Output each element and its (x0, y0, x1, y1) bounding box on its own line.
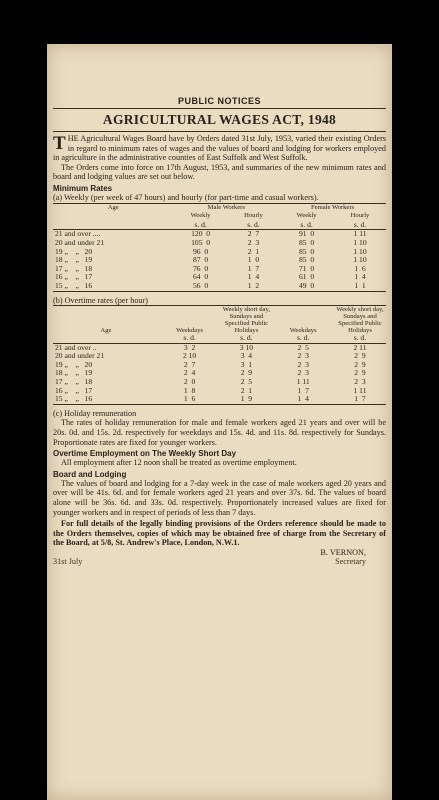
minimum-rates-heading: Minimum Rates (53, 183, 113, 193)
age-cell: 17 „ „ 18 (55, 377, 93, 387)
table-row (53, 361, 386, 370)
rate-cell: 76 0 (193, 263, 209, 273)
rate-cell: 1 10 (353, 237, 367, 247)
rate-cell: 2 3 (247, 237, 260, 247)
rate-cell: 2 5 (297, 342, 309, 352)
rate-cell: 1 7 (354, 394, 366, 404)
table-row (53, 273, 386, 282)
overtime-paragraph: All employment after 12 noon shall be treated as overtime employment. (61, 458, 297, 468)
rate-cell: 2 10 (182, 351, 197, 361)
rate-cell: 1 11 (296, 377, 310, 387)
table-row (53, 256, 386, 265)
col-hourly: Hourly (244, 212, 263, 220)
section-a-heading: (a) Weekly (per week of 47 hours) and hourly (for part-time and casual workers). (53, 192, 319, 202)
col-female-workers: Female Workers (311, 203, 355, 211)
rate-cell: 2 9 (354, 351, 366, 361)
age-cell: 20 and under 21 (55, 351, 105, 361)
rate-cell: 1 6 (354, 263, 366, 273)
footer-line (53, 557, 386, 566)
age-cell: 18 „ „ 19 (55, 368, 93, 378)
rate-cell: 2 1 (247, 246, 260, 256)
rate-cell: 2 11 (353, 342, 367, 352)
overtime-heading: Overtime Employment on The Weekly Short Day (53, 449, 237, 459)
title-rule (53, 131, 386, 132)
rate-cell: 3 2 (183, 342, 196, 352)
unit-label: s. d. (296, 333, 310, 343)
rate-cell: 1 4 (354, 272, 366, 282)
rate-cell: 1 0 (247, 255, 260, 265)
rate-cell: 2 9 (240, 368, 253, 378)
rate-cell: 56 0 (193, 280, 209, 290)
table-row (53, 378, 386, 387)
notice-body (53, 96, 386, 566)
table-row (53, 282, 386, 291)
board-paragraph: The values of board and lodging for a 7-day week in the case of male workers aged 20 years and over will be 41s. 6d. and for female workers aged 21 years and over 37s. 6d. The values of board alone will be 36s. 6d. and 33s. 0d. respectively. Proportionately increased values are fixed for younger workers and in respect of periods of less than 7 days. (53, 478, 386, 517)
unit-label: s. d. (183, 333, 196, 343)
rate-cell: 71 0 (299, 263, 315, 273)
page-title: AGRICULTURAL WAGES ACT, 1948 (102, 112, 337, 127)
rate-cell: 2 3 (297, 359, 309, 369)
rate-cell: 120 0 (191, 229, 211, 239)
col-age: Age (107, 203, 119, 211)
rate-cell: 87 0 (193, 255, 209, 265)
rate-cell: 2 3 (297, 351, 309, 361)
unit-label: s. d. (247, 219, 260, 229)
rate-cell: 1 10 (353, 246, 367, 256)
board-lodging-heading: Board and Lodging (53, 469, 127, 479)
rate-cell: 2 4 (183, 368, 196, 378)
rate-cell: 3 1 (240, 359, 253, 369)
rate-cell: 1 4 (247, 272, 260, 282)
rate-cell: 85 0 (299, 246, 315, 256)
footer-secretary: Secretary (335, 556, 366, 566)
unit-label: s. d. (353, 333, 367, 343)
rate-cell: 2 3 (354, 377, 366, 387)
col-shortday-female: Weekly short day, Sundays and Specified Public Holidays (336, 306, 384, 335)
col-hourly: Hourly (350, 212, 370, 220)
rate-cell: 2 9 (354, 368, 366, 378)
rate-cell: 3 10 (239, 342, 254, 352)
col-weekdays-male: Weekdays (176, 327, 204, 335)
age-cell: 18 „ „ 19 (55, 255, 93, 265)
rate-cell: 1 7 (247, 263, 260, 273)
details-paragraph: For full details of the legally binding provisions of the Orders reference should be made to the Orders themselves, copies of which may be obtained free of charge from the Secretary of the Board, at 5/8, St. Andrew's Place, London, N.W.1. (53, 519, 386, 548)
age-cell: 21 and over .... (55, 229, 101, 239)
rate-cell: 2 7 (247, 229, 260, 239)
holiday-paragraph: The rates of holiday remuneration for male and female workers aged 21 years and over will be 20s. 0d. and 15s. 2d. respectively for weekdays and 15s. 4d. and 11s. 8d. respectively for Sundays. Proportionate rates are fixed for younger workers. (53, 418, 386, 447)
col-weekdays-female: Weekdays (289, 327, 317, 335)
rate-cell: 49 0 (299, 280, 315, 290)
rate-cell: 1 1 (354, 280, 366, 290)
table-row (53, 369, 386, 378)
rate-cell: 64 0 (193, 272, 209, 282)
rate-cell: 2 0 (183, 377, 196, 387)
table-row (53, 265, 386, 274)
table-overtime-rates (53, 305, 386, 405)
age-cell: 17 „ „ 18 (55, 263, 93, 273)
table-weekly-rates (53, 203, 386, 292)
rate-cell: 61 0 (299, 272, 315, 282)
rate-cell: 1 4 (297, 394, 309, 404)
rate-cell: 1 2 (247, 280, 260, 290)
table-row (53, 395, 386, 404)
header-rule (53, 108, 386, 109)
age-cell: 15 „ „ 16 (55, 394, 93, 404)
rate-cell: 91 0 (299, 229, 315, 239)
rate-cell: 1 9 (240, 394, 253, 404)
rate-cell: 1 6 (183, 394, 196, 404)
unit-label: s. d. (353, 219, 367, 229)
footer-date: 31st July (53, 556, 83, 566)
table-row (53, 248, 386, 257)
rate-cell: 1 8 (183, 385, 196, 395)
newspaper-clipping (47, 44, 392, 800)
section-b-heading: (b) Overtime rates (per hour) (53, 295, 149, 305)
intro-paragraph (53, 134, 386, 163)
signature: B. VERNON, (320, 547, 366, 557)
age-cell: 19 „ „ 20 (55, 246, 93, 256)
col-male-workers: Male Workers (207, 203, 245, 211)
rate-cell: 2 3 (297, 368, 309, 378)
table-row (53, 239, 386, 248)
intro-text: HE Agricultural Wages Board have by Orders dated 31st July, 1953, varied their existing Orders in regard to minimum rates of wages and the values of board and lodging for workers employed in agriculture in the administrative counties of East Suffolk and West Suffolk. (53, 134, 386, 163)
age-cell: 19 „ „ 20 (55, 359, 93, 369)
rate-cell: 96 0 (193, 246, 209, 256)
age-cell: 21 and over .. (55, 342, 97, 352)
unit-label: s. d. (240, 333, 253, 343)
table-row (53, 387, 386, 396)
rate-cell: 2 5 (240, 377, 253, 387)
rate-cell: 105 0 (191, 237, 211, 247)
orders-paragraph: The Orders come into force on 17th August, 1953, and summaries of the new minimum rates and board and lodging values are set out below. (53, 162, 386, 182)
rate-cell: 2 9 (354, 359, 366, 369)
rate-cell: 1 10 (353, 255, 367, 265)
rate-cell: 1 7 (297, 385, 309, 395)
rate-cell: 2 7 (183, 359, 196, 369)
unit-label: s. d. (300, 219, 313, 229)
rate-cell: 1 11 (353, 385, 367, 395)
drop-cap: T (53, 133, 66, 154)
col-age: Age (100, 327, 112, 335)
rate-cell: 3 4 (240, 351, 253, 361)
notices-header: PUBLIC NOTICES (177, 96, 261, 106)
age-cell: 15 „ „ 16 (55, 280, 93, 290)
col-weekly: Weekly (190, 212, 211, 220)
age-cell: 20 and under 21 (55, 237, 105, 247)
rate-cell: 85 0 (299, 255, 315, 265)
rate-cell: 85 0 (299, 237, 315, 247)
col-weekly: Weekly (296, 212, 317, 220)
col-shortday-male: Weekly short day, Sundays and Specified Public Holidays (222, 306, 270, 335)
rate-cell: 1 11 (353, 229, 367, 239)
table-row (53, 352, 386, 361)
rate-cell: 2 1 (240, 385, 253, 395)
unit-label: s. d. (194, 219, 207, 229)
section-c-heading: (c) Holiday remuneration (53, 408, 137, 418)
age-cell: 16 „ „ 17 (55, 385, 93, 395)
age-cell: 16 „ „ 17 (55, 272, 93, 282)
